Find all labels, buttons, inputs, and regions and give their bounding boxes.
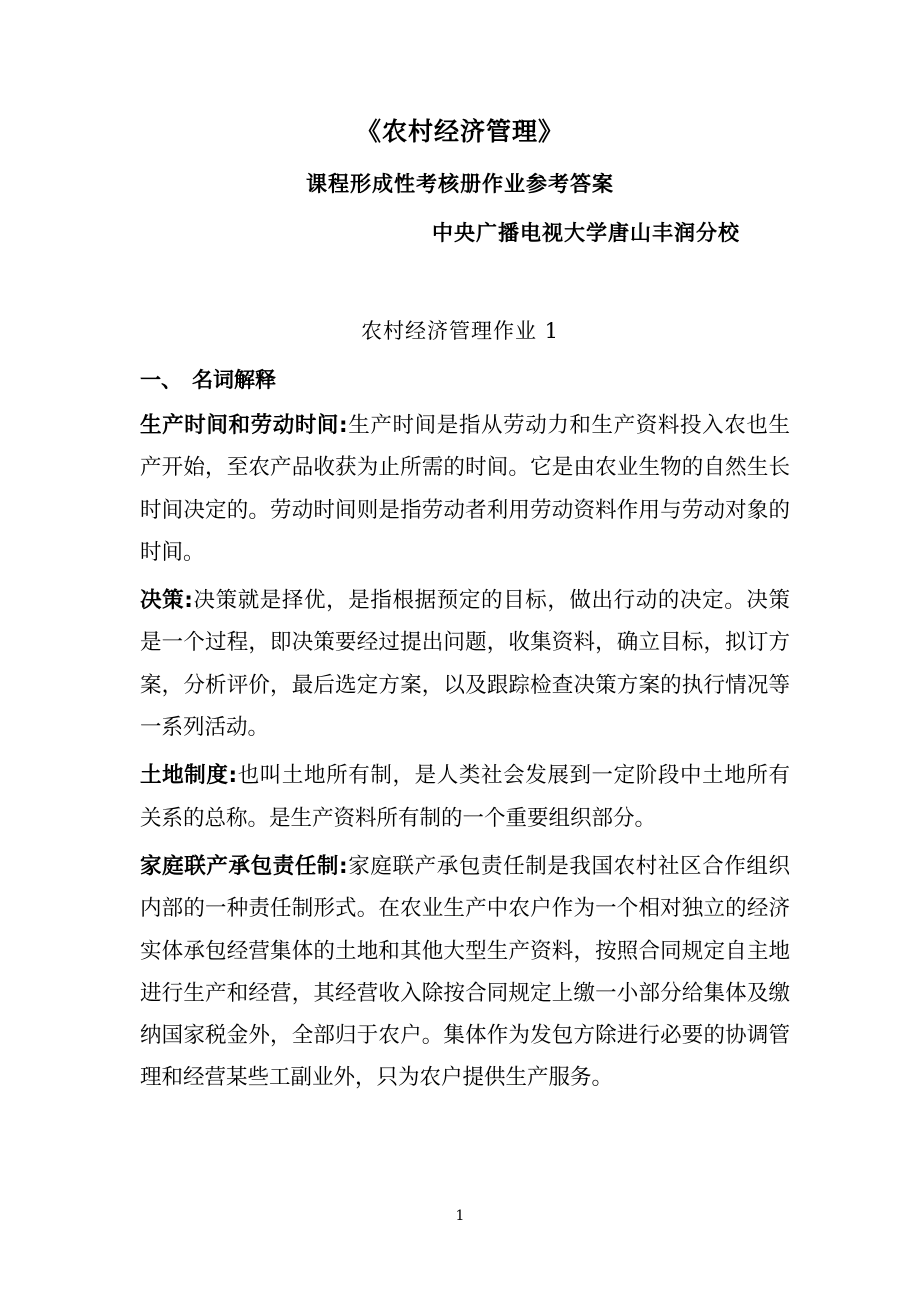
document-body (140, 405, 790, 1106)
term-paragraph (140, 846, 790, 1100)
assignment-title: 农村经济管理作业 1 (360, 319, 560, 343)
document-title: 《农村经济管理》 (355, 117, 564, 146)
term-name: 土地制度: (140, 763, 238, 789)
term-paragraph (140, 755, 790, 840)
term-paragraph (140, 580, 790, 749)
section-heading (140, 364, 276, 394)
term-paragraph (140, 405, 790, 574)
term-definition: 也叫土地所有制，是人类社会发展到一定阶段中土地所有关系的总称。是生产资料所有制的一个重要组织部分。 (140, 763, 790, 831)
term-name: 决策: (140, 588, 193, 614)
section-title: 名词解释 (192, 368, 276, 392)
school-name: 中央广播电视大学唐山丰润分校 (432, 221, 740, 245)
term-definition: 生产时间是指从劳动力和生产资料投入农也生产开始，至农产品收获为止所需的时间。它是由农业生物的自然生长时间决定的。劳动时间则是指劳动者利用劳动资料作用与劳动对象的时间。 (140, 413, 790, 565)
term-definition: 决策就是择优，是指根据预定的目标，做出行动的决定。决策是一个过程，即决策要经过提出问题，收集资料，确立目标，拟订方案，分析评价，最后选定方案，以及跟踪检查决策方案的执行情况等一系列活动。 (140, 588, 790, 741)
term-definition: 家庭联产承包责任制是我国农村社区合作组织内部的一种责任制形式。在农业生产中农户作为一个相对独立的经济实体承包经营集体的土地和其他大型生产资料，按照合同规定自主地进行生产和经营，其经营收入除按合同规定上缴一小部分给集体及缴纳国家税金外，全部归于农户。集体作为发包方除进行必要的协调管理和经营某些工副业外，只为农户提供生产服务。 (140, 853, 790, 1091)
term-name: 生产时间和劳动时间: (140, 413, 348, 438)
document-subtitle: 课程形成性考核册作业参考答案 (306, 172, 614, 196)
term-name: 家庭联产承包责任制: (140, 853, 348, 879)
page-number: 1 (455, 1208, 465, 1224)
section-number: 一、 (140, 368, 182, 392)
